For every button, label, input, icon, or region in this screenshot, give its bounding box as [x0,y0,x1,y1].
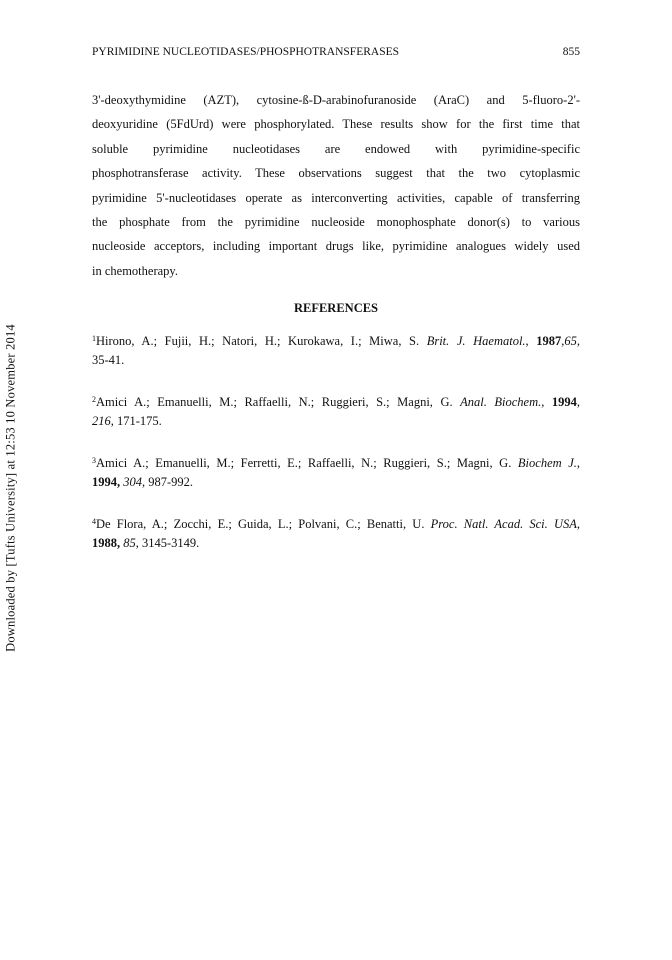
body-line: pyrimidine 5'-nucleotidases operate as interconverting activities, capable of transferring [92,190,580,205]
reference-year: 1988, [92,535,121,550]
reference-authors: Amici A.; Emanuelli, M.; Raffaelli, N.; Ruggieri, S.; Magni, G. [96,395,453,409]
reference-number: 1 [92,334,96,343]
running-title: PYRIMIDINE NUCLEOTIDASES/PHOSPHOTRANSFERASES [92,46,400,58]
references-heading: REFERENCES [293,301,379,315]
reference-pages: 987-992. [145,474,194,489]
body-paragraph [92,88,580,283]
reference-journal: Brit. J. Haematol. [426,334,526,348]
reference-volume: 304 [123,474,142,489]
reference-line [92,412,580,431]
body-line: soluble pyrimidine nucleotidases are endowed with pyrimidine-specific [92,141,580,156]
download-watermark-text: Downloaded by [Tufts University] at 12:53 10 November 2014 [3,324,18,652]
reference-separator: , [142,474,146,489]
reference-pages: 171-175. [113,413,162,428]
reference-journal: Proc. Natl. Acad. Sci. USA [430,517,577,531]
page-number: 855 [562,46,580,58]
reference-item [92,330,580,369]
body-line: 3'-deoxythymidine (AZT), cytosine-ß-D-arabinofuranoside (AraC) and 5-fluoro-2'- [92,93,580,107]
reference-line [92,330,580,351]
body-line: nucleoside acceptors, including important drugs like, pyrimidine analogues widely used [92,239,580,254]
reference-line [92,534,580,553]
reference-line [92,473,580,492]
reference-volume: 216 [92,413,111,428]
reference-separator: , [561,334,565,348]
reference-authors: Hirono, A.; Fujii, H.; Natori, H.; Kurokawa, I.; Miwa, S. [96,334,420,348]
reference-separator: , [135,535,139,550]
reference-separator: , [110,413,114,428]
reference-journal: Biochem J. [517,456,577,470]
reference-year: 1987 [536,334,562,348]
reference-year: 1994 [551,395,577,409]
reference-separator: , [576,456,581,470]
body-line: phosphotransferase activity. These observations suggest that the two cytoplasmic [92,166,580,181]
reference-volume: 65 [564,334,577,348]
reference-journal: Anal. Biochem. [460,395,542,409]
reference-line [92,452,580,473]
body-line: deoxyuridine (5FdUrd) were phosphorylated. These results show for the first time that [92,117,580,132]
reference-list [92,330,580,574]
reference-separator: , [576,517,580,531]
running-header [92,46,580,58]
reference-number: 2 [92,395,96,404]
reference-line [92,391,580,412]
download-watermark [0,0,20,960]
reference-item [92,391,580,430]
reference-item [92,513,580,552]
reference-pages: 35-41. [92,352,125,367]
reference-item [92,452,580,491]
reference-year: 1994, [92,474,121,489]
reference-separator: , [525,334,537,348]
body-line: the phosphate from the pyrimidine nucleoside monophosphate donor(s) to various [92,215,580,230]
reference-authors: De Flora, A.; Zocchi, E.; Guida, L.; Polvani, C.; Benatti, U. [96,517,425,531]
reference-separator: , [576,395,580,409]
reference-number: 4 [92,517,96,526]
reference-number: 3 [92,456,96,465]
reference-authors: Amici A.; Emanuelli, M.; Ferretti, E.; Raffaelli, N.; Ruggieri, S.; Magni, G. [96,456,512,470]
reference-volume: 85 [123,535,136,550]
reference-line [92,513,580,534]
reference-pages: 3145-3149. [138,535,200,550]
body-line: in chemotherapy. [92,263,178,278]
reference-separator: , [576,334,581,348]
reference-separator: , [541,395,552,409]
